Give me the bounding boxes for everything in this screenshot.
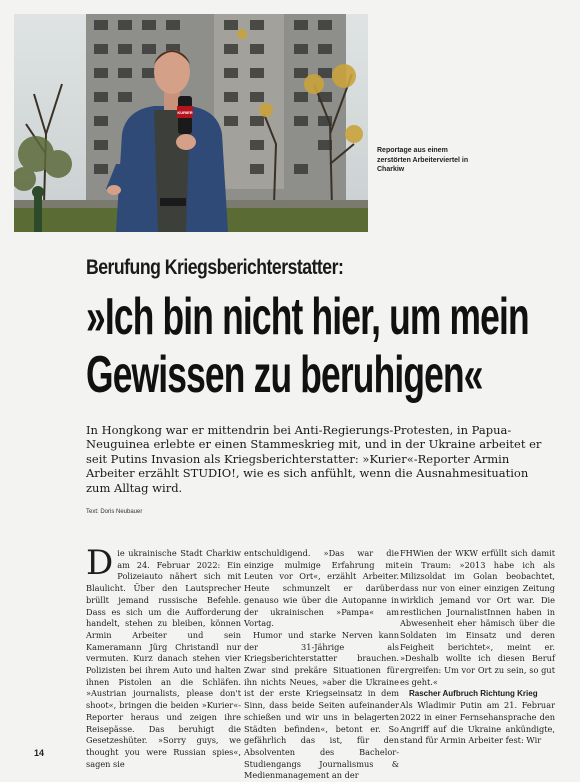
paragraph: FHWien der WKW erfüllt sich damit ein Traum: »2013 habe ich als Milizsoldat im Golan beobachtet, dass nur von einer einzigen Zeitung wirklich jemand vor Ort war. Die restlichen JournalistInnen haben in Abwesenheit eher hämisch über die Soldaten im Einsatz und deren Feigheit berichtet«, meint er. »Deshalb wollte ich diesen Beruf ergreifen: Um vor Ort zu sein, so gut es geht.« xyxy=(400,548,555,687)
paragraph: Humor und starke Nerven kann der 31-Jährige als Kriegsberichterstatter brauchen. Zwar sind prekäre Situationen für ihn nichts Neues, »aber die Ukraine ist der erste Kriegseinsatz in dem Sinn, dass beide Seiten aufeinander schießen und wir uns in belagerten Städten befinden«, betont er. So gefährlich das ist, für den Absolventen des Bachelor-Studiengangs Journalismus & Medienmanagement an der xyxy=(244,629,399,781)
article-kicker: Berufung Kriegsberichterstatter: xyxy=(86,256,344,279)
paragraph: Als Wladimir Putin am 21. Februar 2022 in einer Fernsehansprache den Angriff auf die Ukraine ankündigte, stand für Armin Arbeiter fest: Wir xyxy=(400,700,555,746)
page-number: 14 xyxy=(34,748,45,758)
headline-line-2: Gewissen zu beruhigen« xyxy=(86,346,483,404)
paragraph xyxy=(86,543,241,770)
article-headline xyxy=(86,288,529,404)
paragraph: entschuldigend. »Das war die einzige mulmige Erfahrung mit Leuten vor Ort«, erzählt Arbeiter. Heute schmunzelt er darüber genauso wie über die Autopanne in der ukrainischen »Pampa« am Vortag. xyxy=(244,548,399,629)
body-column-3 xyxy=(400,548,555,747)
author-credit: Text: Doris Neubauer xyxy=(86,509,143,515)
article-lead: In Hongkong war er mittendrin bei Anti-Regierungs-Protesten, in Papua-Neuguinea erlebte er einen Stammeskrieg mit, und in der Ukraine arbeitet er seit Putins Invasion als Kriegsberichterstatter: »Kurier«-Reporter Armin Arbeiter erzählt STUDIO!, wie es sich anfühlt, wenn die Ausnahmesituation zum Alltag wird. xyxy=(86,423,542,495)
reporter-photo-illustration xyxy=(14,14,368,232)
headline-line-1: »Ich bin nicht hier, um mein xyxy=(86,288,529,346)
hero-photo xyxy=(14,14,368,232)
microphone-label: KURIER xyxy=(177,110,193,115)
body-column-2 xyxy=(244,548,399,782)
section-subhead: Rascher Aufbruch Richtung Krieg xyxy=(409,689,538,699)
paragraph-text: ie ukrainische Stadt Charkiw am 24. Februar 2022: Ein Polizeiauto nähert sich mit Blaulicht. Über den Lautsprecher brüllt jemand russische Befehle. Dass es sich um die Aufforderung handelt, stehen zu bleiben, können Armin Arbeiter und sein Kameramann Jürg Christandl nur vermuten. Kurz danach stehen vier Polizisten bei ihrem Auto und halten ihnen Pistolen an die Schläfen. »Austrian journalists, please don't shoot«, bringen die beiden »Kurier«-Reporter heraus und zeigen ihre Reisepässe. Das beruhigt die Gesetzeshüter. »Sorry guys, we thought you were Russian spies«, sagen sie xyxy=(86,548,241,769)
photo-caption: Reportage aus einem zerstörten Arbeiterviertel in Charkiw xyxy=(377,147,469,173)
body-column-1 xyxy=(86,543,241,770)
drop-cap: D xyxy=(86,543,114,583)
